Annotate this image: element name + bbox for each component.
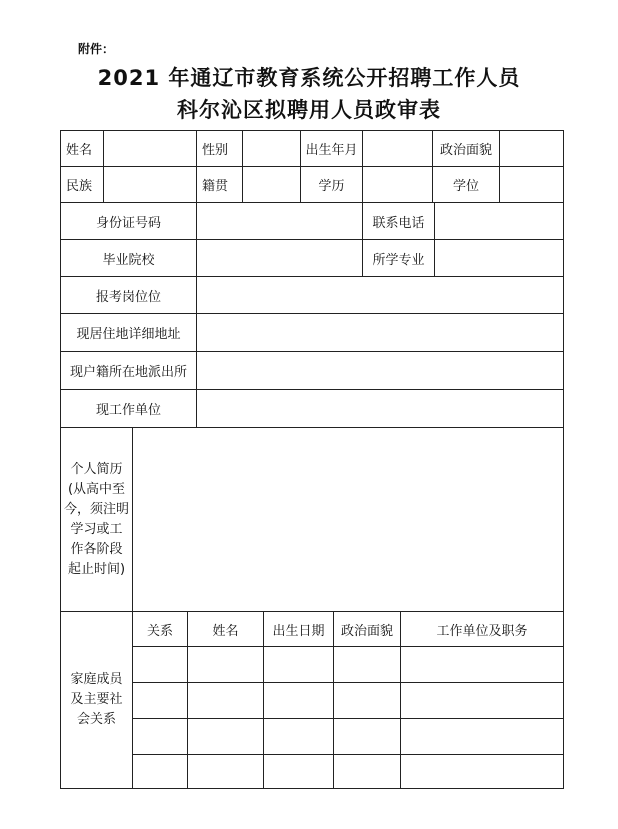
family-col-birth: 出生日期 (263, 611, 334, 647)
political-field[interactable] (499, 130, 564, 167)
family-row-1-work[interactable] (400, 646, 564, 683)
position-label: 报考岗位位 (60, 276, 197, 314)
name-label: 姓名 (60, 130, 104, 167)
address-label: 现居住地详细地址 (60, 313, 197, 352)
family-line: 及主要社 (70, 692, 123, 707)
political-label: 政治面貌 (432, 130, 500, 167)
native-place-label: 籍贯 (196, 166, 243, 203)
family-row-2-birth[interactable] (263, 682, 334, 719)
resume-line: 今，须注明 (63, 501, 129, 517)
family-line: 家庭成员 (70, 672, 123, 687)
police-station-label: 现户籍所在地派出所 (60, 351, 197, 390)
resume-line: 个人简历 (70, 461, 123, 477)
title-line-2: 科尔沁区拟聘用人员政审表 (177, 98, 441, 122)
ethnicity-label: 民族 (60, 166, 104, 203)
family-row-2-name[interactable] (187, 682, 264, 719)
family-row-2-political[interactable] (333, 682, 401, 719)
family-col-name: 姓名 (187, 611, 264, 647)
work-unit-field[interactable] (196, 389, 564, 428)
family-row-1-birth[interactable] (263, 646, 334, 683)
family-row-3-relation[interactable] (132, 718, 188, 755)
family-row-2-relation[interactable] (132, 682, 188, 719)
native-place-field[interactable] (242, 166, 301, 203)
family-row-2-work[interactable] (400, 682, 564, 719)
phone-field[interactable] (434, 202, 564, 240)
family-row-3-birth[interactable] (263, 718, 334, 755)
education-label: 学历 (300, 166, 363, 203)
title-line-1: 2021 年通辽市教育系统公开招聘工作人员 (97, 66, 521, 90)
family-label (60, 611, 133, 789)
work-unit-label: 现工作单位 (60, 389, 197, 428)
family-row-4-work[interactable] (400, 754, 564, 789)
family-row-1-name[interactable] (187, 646, 264, 683)
major-field[interactable] (434, 239, 564, 277)
name-field[interactable] (103, 130, 197, 167)
gender-label: 性别 (196, 130, 243, 167)
family-row-3-work[interactable] (400, 718, 564, 755)
attachment-label: 附件： (78, 42, 115, 56)
major-label: 所学专业 (362, 239, 435, 277)
school-field[interactable] (196, 239, 363, 277)
address-field[interactable] (196, 313, 564, 352)
birth-label: 出生年月 (300, 130, 363, 167)
position-field[interactable] (196, 276, 564, 314)
family-row-1-political[interactable] (333, 646, 401, 683)
resume-field[interactable] (132, 427, 564, 612)
family-col-relation: 关系 (132, 611, 188, 647)
family-row-1-relation[interactable] (132, 646, 188, 683)
family-row-3-name[interactable] (187, 718, 264, 755)
resume-line: (从高中至 (67, 481, 126, 497)
ethnicity-field[interactable] (103, 166, 197, 203)
family-row-4-relation[interactable] (132, 754, 188, 789)
degree-field[interactable] (499, 166, 564, 203)
education-field[interactable] (362, 166, 433, 203)
resume-label (60, 427, 133, 612)
police-station-field[interactable] (196, 351, 564, 390)
family-line: 会关系 (76, 712, 116, 727)
gender-field[interactable] (242, 130, 301, 167)
family-row-4-name[interactable] (187, 754, 264, 789)
id-number-label: 身份证号码 (60, 202, 197, 240)
family-row-4-birth[interactable] (263, 754, 334, 789)
family-row-4-political[interactable] (333, 754, 401, 789)
id-number-field[interactable] (196, 202, 363, 240)
resume-line: 作各阶段 (70, 541, 123, 557)
birth-field[interactable] (362, 130, 433, 167)
family-col-political: 政治面貌 (333, 611, 401, 647)
degree-label: 学位 (432, 166, 500, 203)
family-row-3-political[interactable] (333, 718, 401, 755)
phone-label: 联系电话 (362, 202, 435, 240)
resume-line: 学习或工 (70, 521, 123, 537)
school-label: 毕业院校 (60, 239, 197, 277)
family-col-work: 工作单位及职务 (400, 611, 564, 647)
resume-line: 起止时间) (67, 561, 126, 577)
